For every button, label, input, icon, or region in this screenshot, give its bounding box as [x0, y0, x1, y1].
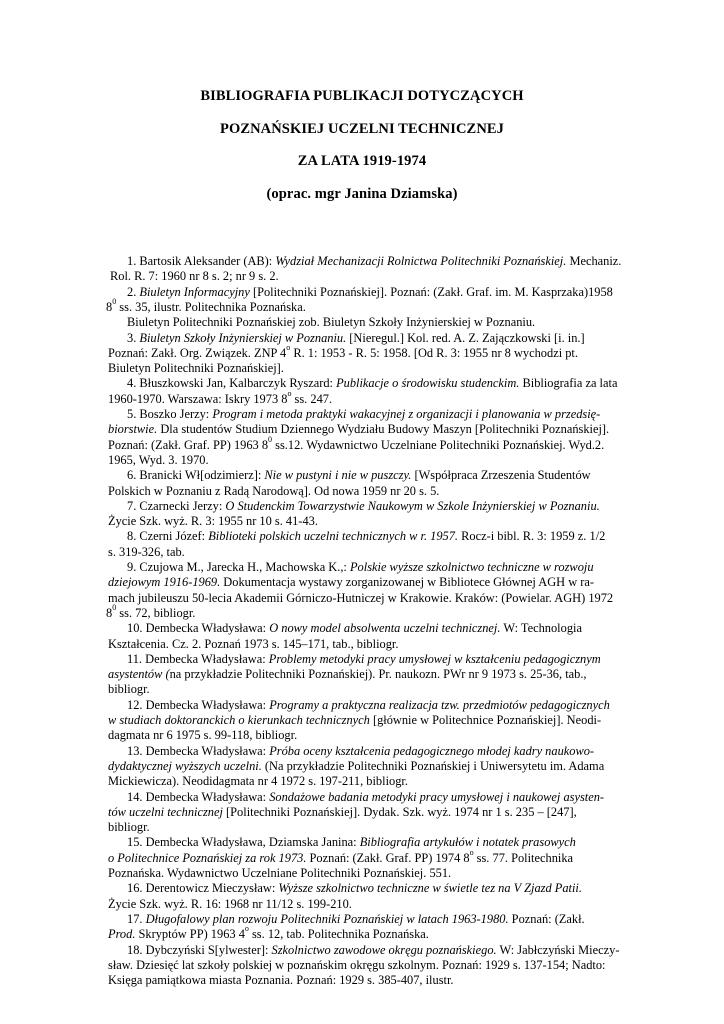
- italic-title-text: Biblioteki polskich uczelni technicznych w r. 1957.: [208, 529, 459, 544]
- entry-text: 9. Czujowa M., Jarecka H., Machowska K.,:: [127, 560, 350, 574]
- bibliography-entry-line: [108, 453, 209, 468]
- entry-text: 7. Czarnecki Jerzy:: [127, 498, 226, 513]
- entry-text: 8: [106, 299, 113, 314]
- entry-text: 1965, Wyd. 3. 1970.: [108, 452, 209, 467]
- entry-text: Polskich w Poznaniu z Radą Narodową]. Od nowa 1959 nr 20 s. 5.: [108, 483, 440, 498]
- bibliography-entry-line: [108, 361, 284, 376]
- entry-text: ss. 247.: [291, 391, 333, 406]
- italic-title-text: Szkolnictwo zawodowe okręgu poznańskiego.: [271, 942, 497, 957]
- bibliography-entry-line: [127, 621, 582, 636]
- italic-title-text: Biuletyn Informacyjny: [139, 284, 250, 299]
- bibliography-entry-line: [110, 269, 279, 284]
- entry-text: Rol. R. 7: 1960 nr 8 s. 2; nr 9 s. 2.: [110, 269, 279, 284]
- bibliography-title-line-2: POZNAŃSKIEJ UCZELNI TECHNICZNEJ: [219, 121, 505, 137]
- entry-text: s. 319-326, tab.: [108, 544, 185, 559]
- entry-text: 11. Dembecka Władysława:: [127, 651, 269, 666]
- entry-text: Dokumentacja wystawy zorganizowanej w Bibliotece Głównej AGH w ra-: [220, 575, 594, 590]
- entry-text: [Politechniki Poznańskiej]. Dydak. Szk. wyż. 1974 nr 1 s. 235 – [247],: [222, 804, 577, 819]
- bibliography-entry-line: [108, 342, 578, 361]
- bibliography-entry-line: [106, 296, 306, 315]
- bibliography-entry-line: [108, 973, 454, 988]
- italic-title-text: o Politechnice Poznańskiej za rok 1973.: [108, 850, 307, 865]
- superscript-text: 0: [112, 602, 117, 612]
- bibliography-entry-line: [127, 499, 600, 514]
- bibliography-entry-line: [108, 422, 609, 437]
- bibliography-entry-line: [127, 560, 594, 575]
- entry-text: ss.12. Wydawnictwo Uczelniane Politechniki Poznańskiej. Wyd.2.: [272, 437, 605, 452]
- entry-text: 8: [106, 605, 113, 620]
- entry-text: 17.: [127, 911, 146, 926]
- bibliography-entry-line: [108, 484, 439, 499]
- entry-text: Rocz-i bibl. R. 3: 1959 z. 1/2: [458, 529, 606, 544]
- bibliography-entry-line: [108, 774, 408, 789]
- bibliography-entry-line: [108, 897, 352, 912]
- entry-text: 1. Bartosik Aleksander (AB):: [127, 254, 276, 268]
- entry-text: Mickiewicza). Neodidagmata nr 4 1972 s. 197-211, bibliogr.: [108, 774, 408, 789]
- bibliography-entry-line: [108, 667, 587, 682]
- bibliography-entry-line: [108, 847, 574, 866]
- bibliography-entry-line: [127, 881, 582, 896]
- bibliography-entry-line: [108, 682, 150, 697]
- superscript-text: 0: [112, 296, 117, 306]
- italic-title-text: Polskie wyższe szkolnictwo techniczne w rozwoju: [349, 560, 594, 574]
- italic-title-text: biorstwie.: [108, 422, 158, 437]
- bibliography-entry-line: [127, 315, 535, 330]
- bibliography-title-line-1: BIBLIOGRAFIA PUBLIKACJI DOTYCZĄCYCH: [200, 88, 524, 104]
- bibliography-entry-line: [108, 820, 150, 835]
- bibliography-entry-line: [108, 866, 451, 881]
- entry-text: 3.: [127, 330, 140, 345]
- bibliography-entry-line: [108, 728, 297, 743]
- entry-text: Księga pamiątkowa miasta Poznania. Poznań: 1929 s. 385-407, ilustr.: [108, 973, 454, 988]
- entry-text: 18. Dybczyński S[ylwester]:: [127, 942, 272, 957]
- italic-title-text: Wyższe szkolnictwo techniczne w świetle tez na V Zjazd Patii.: [278, 881, 582, 896]
- entry-text: Poznań: (Zakł. Graf. PP) 1963 8: [108, 437, 269, 452]
- entry-text: Dla studentów Studium Dziennego Wydziału Budowy Maszyn [Politechniki Poznańskiej].: [157, 422, 610, 437]
- italic-title-text: Problemy metodyki pracy umysłowej w kształceniu pedagogicznym: [268, 651, 601, 666]
- italic-title-text: Publikacje o środowisku studenckim.: [336, 376, 520, 391]
- bibliography-entry-line: [127, 529, 605, 544]
- italic-title-text: tów uczelni technicznej: [108, 804, 223, 819]
- entry-text: bibliogr.: [108, 820, 150, 835]
- entry-text: mach jubileuszu 50-lecia Akademii Górniczo-Hutniczej w Krakowie. Kraków: (Powielar. AGH) 1972: [108, 590, 614, 605]
- entry-text: 13. Dembecka Władysława:: [127, 743, 270, 758]
- bibliography-entry-line: [127, 652, 601, 667]
- bibliography-entry-line: [127, 790, 604, 805]
- bibliography-entry-line: [127, 744, 594, 759]
- entry-text: 4. Błuszkowski Jan, Kalbarczyk Ryszard:: [127, 376, 337, 391]
- entry-text: [Współpraca Zrzeszenia Studentów: [411, 468, 591, 483]
- entry-text: [Politechniki Poznańskiej]. Poznań: (Zakł. Graf. im. M. Kasprzaka)1958: [249, 284, 613, 299]
- bibliography-entry-line: [108, 591, 613, 606]
- entry-text: 10. Dembecka Władysława:: [127, 621, 270, 636]
- entry-text: Skryptów PP) 1963 4: [135, 927, 245, 942]
- entry-text: 8. Czerni Józef:: [127, 529, 209, 544]
- bibliography-entry-line: [127, 376, 617, 391]
- superscript-text: o: [469, 847, 474, 857]
- entry-text: ss. 77. Politechnika: [473, 850, 574, 865]
- entry-text: [głównie w Politechnice Poznańskiej]. Neodi-: [369, 713, 602, 727]
- entry-text: Biuletyn Politechniki Poznańskiej zob. Biuletyn Szkoły Inżynierskiej w Poznaniu.: [127, 315, 536, 330]
- bibliography-entry-line: [106, 602, 196, 621]
- entry-text: 14. Dembecka Władysława:: [127, 789, 270, 804]
- superscript-text: o: [286, 342, 291, 352]
- bibliography-entry-line: [108, 759, 604, 774]
- bibliography-entry-line: [127, 285, 613, 300]
- superscript-text: 0: [268, 434, 273, 444]
- entry-text: na przykładzie Politechniki Poznańskiej). Pr. naukozn. PWr nr 9 1973 s. 25-36, tab.,: [169, 667, 587, 682]
- bibliography-entry-line: [127, 835, 576, 850]
- italic-title-text: Wydział Mechanizacji Rolnictwa Politechniki Poznańskiej.: [275, 254, 567, 268]
- entry-text: Biuletyn Politechniki Poznańskiej].: [108, 361, 284, 376]
- entry-text: ss. 12, tab. Politechnika Poznańska.: [248, 927, 429, 942]
- entry-text: Mechaniz.: [566, 254, 622, 268]
- entry-text: 16. Derentowicz Mieczysław:: [127, 881, 279, 896]
- bibliography-compiler: (oprac. mgr Janina Dziamska): [266, 186, 458, 202]
- entry-text: Poznańska. Wydawnictwo Uczelniane Politechniki Poznańskiej. 551.: [108, 866, 452, 880]
- bibliography-entry-line: [127, 943, 619, 958]
- entry-text: 2.: [127, 284, 140, 299]
- italic-title-text: w studiach doktoranckich o kierunkach technicznych: [108, 713, 370, 727]
- italic-title-text: dydaktycznej wyższych uczelni.: [108, 758, 262, 773]
- entry-text: dagmata nr 6 1975 s. 99-118, bibliogr.: [108, 728, 298, 743]
- bibliography-entry-line: [108, 575, 594, 590]
- italic-title-text: O nowy model absolwenta uczelni technicznej.: [269, 621, 501, 636]
- bibliography-entry-line: [108, 545, 185, 560]
- entry-text: Bibliografia za lata: [519, 376, 618, 391]
- bibliography-entry-line: [127, 468, 591, 483]
- entry-text: Poznań: (Zakł. Graf. PP) 1974 8: [306, 850, 470, 865]
- bibliography-entry-line: [127, 407, 600, 422]
- entry-text: 15. Dembecka Władysława, Dziamska Janina:: [127, 835, 360, 850]
- bibliography-entry-line: [108, 713, 601, 728]
- bibliography-entry-line: [108, 388, 333, 407]
- italic-title-text: dziejowym 1916-1969.: [108, 575, 221, 590]
- entry-text: Kształcenia. Cz. 2. Poznań 1973 s. 145–171, tab., bibliogr.: [108, 636, 399, 651]
- bibliography-entry-line: [108, 805, 577, 820]
- entry-text: bibliogr.: [108, 682, 150, 697]
- bibliography-entry-line: [127, 698, 610, 713]
- entry-text: W: Technologia: [500, 621, 582, 636]
- entry-text: 12. Dembecka Władysława:: [127, 697, 270, 712]
- entry-text: 5. Boszko Jerzy:: [127, 407, 213, 421]
- italic-title-text: Programy a praktyczna realizacja tzw. przedmiotów pedagogicznych: [269, 697, 610, 712]
- italic-title-text: Długofalowy plan rozwoju Politechniki Poznańskiej w latach 1963-1980.: [145, 911, 509, 926]
- entry-text: Poznań: (Zakł.: [508, 911, 585, 926]
- entry-text: ss. 35, ilustr. Politechnika Poznańska.: [116, 299, 306, 314]
- italic-title-text: Program i metoda praktyki wakacyjnej z organizacji i planowania w przedsię-: [212, 407, 601, 421]
- bibliography-title-years: ZA LATA 1919-1974: [297, 153, 427, 169]
- bibliography-entry-line: [108, 924, 429, 942]
- italic-title-text: O Studenckim Towarzystwie Naukowym w Szkole Inżynierskiej w Poznaniu.: [225, 498, 600, 513]
- entry-text: W: Jabłczyński Mieczy-: [496, 942, 620, 957]
- bibliography-entry-line: [127, 254, 621, 269]
- superscript-text: o: [244, 924, 249, 934]
- bibliography-entry-line: [108, 514, 318, 529]
- entry-text: Poznań: Zakł. Org. Związek. ZNP 4: [108, 345, 287, 360]
- superscript-text: o: [287, 388, 292, 398]
- italic-title-text: Prod.: [108, 927, 136, 942]
- entry-text: [Nieregul.] Kol. red. A. Z. Zajączkowski [i. in.]: [346, 330, 585, 345]
- bibliography-entry-line: [108, 637, 398, 652]
- entry-text: R. 1: 1953 - R. 5: 1958. [Od R. 3: 1955 nr 8 wychodzi pt.: [290, 345, 578, 360]
- entry-text: sław. Dziesięć lat szkoły polskiej w poznańskim okręgu szkolnym. Poznań: 1929 s. 137-154; Nadto:: [108, 957, 606, 972]
- italic-title-text: Biuletyn Szkoły Inżynierskiej w Poznaniu.: [139, 330, 347, 345]
- entry-text: ss. 72, bibliogr.: [116, 605, 196, 620]
- entry-text: 1960-1970. Warszawa: Iskry 1973 8: [108, 391, 288, 406]
- italic-title-text: asystentów (: [108, 667, 170, 682]
- italic-title-text: Bibliografia artykułów i notatek prasowych: [359, 835, 576, 850]
- italic-title-text: Sondażowe badania metodyki pracy umysłowej i naukowej asysten-: [269, 789, 605, 804]
- entry-text: Życie Szk. wyż. R. 16: 1968 nr 11/12 s. 199-210.: [108, 896, 352, 911]
- entry-text: 6. Branicki Wł[odzimierz]:: [127, 468, 265, 483]
- entry-text: Życie Szk. wyż. R. 3: 1955 nr 10 s. 41-43.: [108, 514, 318, 529]
- italic-title-text: Nie w pustyni i nie w puszczy.: [264, 468, 412, 483]
- italic-title-text: Próba oceny kształcenia pedagogicznego młodej kadry naukowo-: [269, 743, 595, 758]
- bibliography-entry-line: [108, 958, 606, 973]
- bibliography-entry-line: [127, 331, 585, 346]
- entry-text: (Na przykładzie Politechniki Poznańskiej i Uniwersytetu im. Adama: [261, 758, 605, 773]
- bibliography-entry-line: [108, 434, 605, 453]
- bibliography-entry-line: [127, 912, 585, 927]
